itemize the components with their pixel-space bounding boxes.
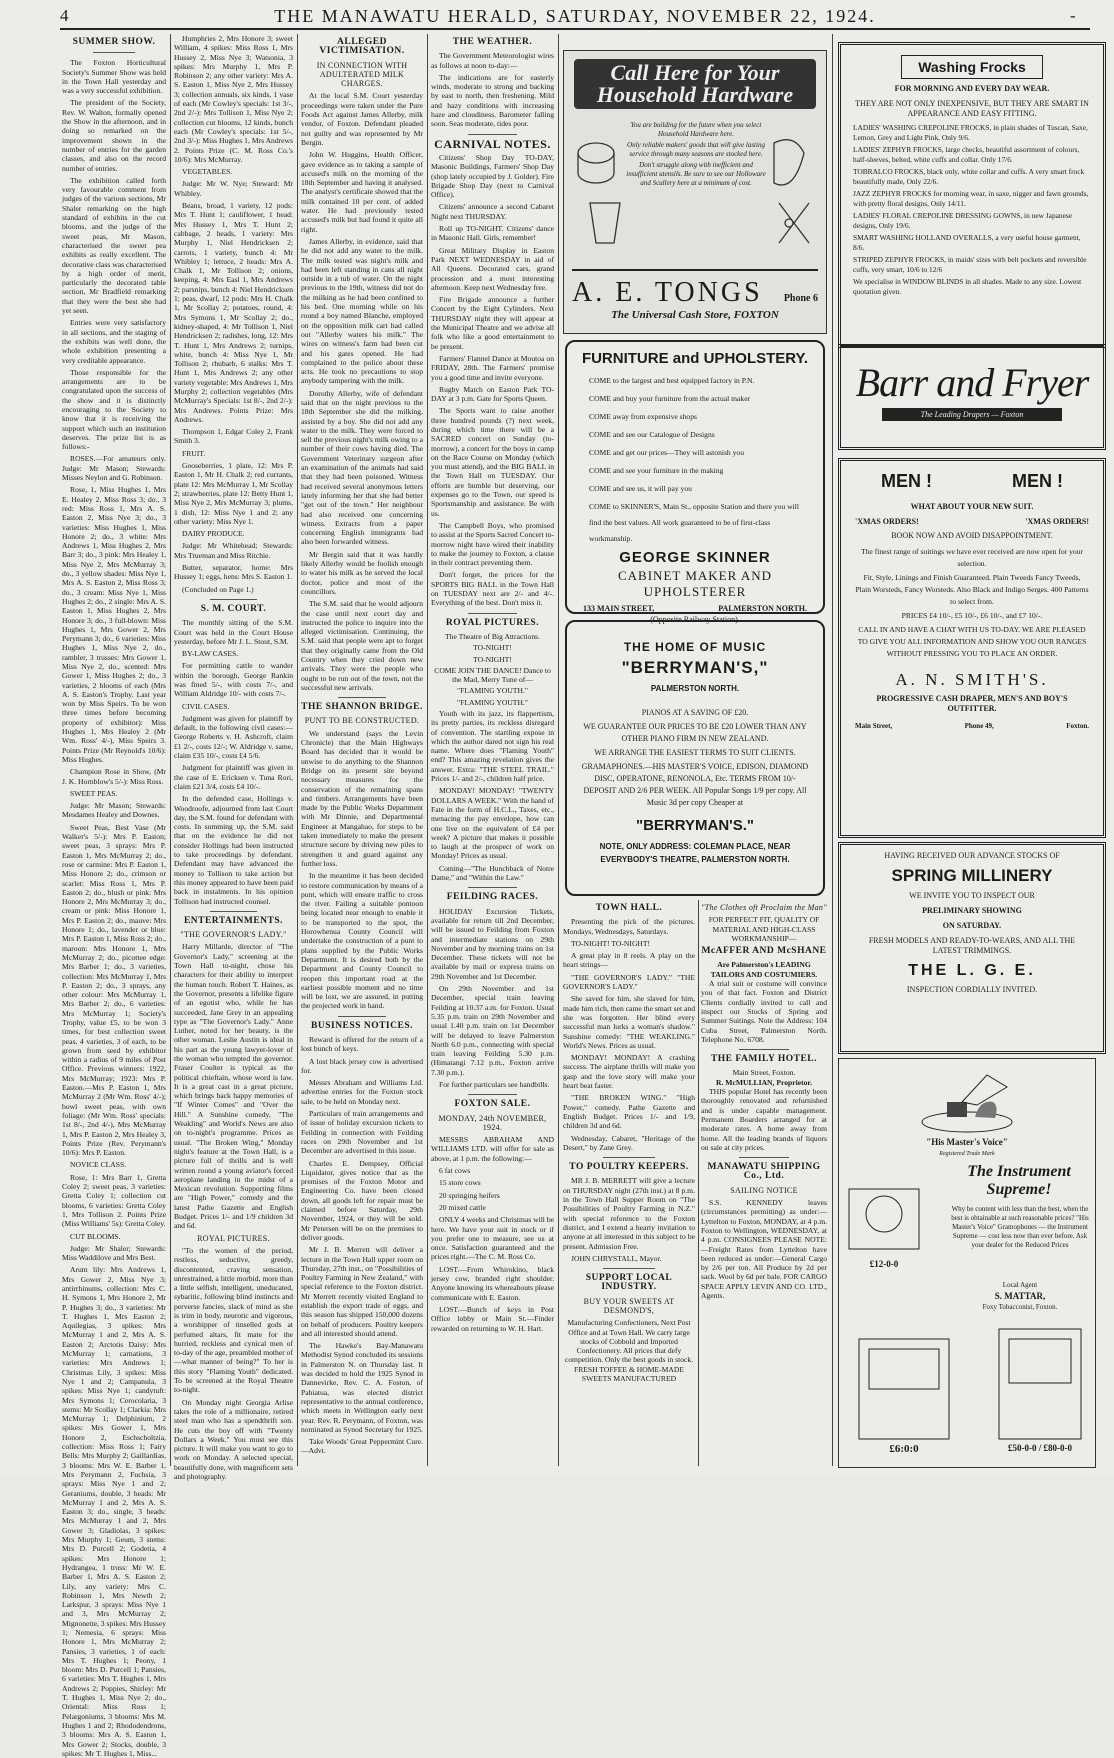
text-line: The finest range of suitings we have ever received are now open for your selection. xyxy=(860,547,1084,568)
text-line: Rugby Match on Easton Park TO-DAY at 3 p.m. Gate for Sports Queen. xyxy=(431,384,554,404)
article-body xyxy=(301,729,423,1011)
store-name: A. E. TONGS xyxy=(572,277,763,308)
text-line: Judge: Mr Whitehead; Stewards: Mrs Trueman and Miss Ritchie. xyxy=(174,541,293,560)
article-subheading: ROYAL PICTURES. xyxy=(197,1233,270,1243)
text-line: SMART WASHING HOLLAND OVERALLS, a very useful house garment, 8/6. xyxy=(853,233,1081,252)
article-heading: FEILDING RACES. xyxy=(446,892,539,903)
text-line: At the local S.M. Court yesterday proceedings were taken under the Pure Foods Act against James Allerby, milk vendor, of Foxton. Defendant pleaded not guilty and was represented by Mr Bergin. xyxy=(301,91,423,147)
article-subheading: "THE GOVERNOR'S LADY." xyxy=(180,930,287,940)
hardware-headline: Call Here for Your Household Hardware xyxy=(574,59,816,109)
men-book: BOOK NOW AND AVOID DISAPPOINTMENT. xyxy=(891,531,1053,540)
music-heading: THE HOME OF MUSIC xyxy=(623,640,767,654)
article-body xyxy=(431,1135,554,1333)
store-tagline: The Universal Cash Store, FOXTON xyxy=(611,309,779,321)
hmv-body: Why be content with less than the best, when the best is obtainable at such reasonable prices? "His Master's Voice" Gramophones — the Instrument Supreme — cost less now than ever before. Ask your dealer for the Reduced Prices xyxy=(951,1205,1089,1249)
text-line: Thompson 1, Edgar Coley 2, Frank Smith 3. xyxy=(174,427,293,446)
xmas-orders xyxy=(855,517,1089,526)
tailor-quote: "The Clothes oft Proclaim the Man" xyxy=(701,903,827,912)
furniture-heading: FURNITURE and UPHOLSTERY. xyxy=(581,350,809,367)
text-line: 6 fat cows xyxy=(439,1166,471,1176)
text-line: Sweet Peas, Best Vase (Mr Walker's 5/-): Mrs P. Easton; sweet peas, 3 sprays: Mrs P. Easton 1, Mrs McMurray 2; do., rose or carmine: Mrs P. Easton 1, Miss Honore 2; do., crimson or scarlet: Miss Ross 1, Mrs P. Easton 2; do., blush or pink: Mrs Honore 2, Mrs McMurray 3; do., cream or pink: Miss Honore 1, Mrs P. Easton 2; do., mauve: Mrs Honore 1; do., lavender or blue: Mrs P. Easton 1, Miss Ross 2; do., maroon: Mrs Honore 1, Mrs McMurray 2; do., picottee edge: Mrs Barber 1; do., 3 varieties, collection: Mrs McMurray 1, Mrs P. Easton 2; do., 3 sprays, any other colour: Mrs McMurray 1, Mrs Barber 2; do., 6 varieties: Mrs McMurray 1; Society's Trophy, value £5, to be won 3 times, for best collection sweet peas, 4 varieties, 3 of each, to be grown from seed by exhibitor within a radius of 9 miles of Post Office. Previous winners: 1922, Mrs McMurray; 1923: Mrs P. Easton.—Mrs P. Easton 1, Mrs McMurray 2 (Mr Wm. Ross' 4/-); bowl sweet peas, with own foliage: (Mr Wm. Ross' specials: 1st 8/-, 2nd 4/-), Mrs McMurray 1, Mrs P. Easton 2, Mrs Healey 3, Points Prize (Rev. Perymann's 10/6): Mrs P. Easton. xyxy=(62,822,167,1158)
text-line: Reward is offered for the return of a lost bunch of keys. xyxy=(301,1034,423,1054)
text-line: Rose, 1, Miss Hughes 1, Mrs E. Healey 2, Miss Ross 3; do., 3 red: Miss Ross 1, Mrs A. S. Easton 2, Miss Nye 3; do., 3 varieties: Miss Hughes 1, Miss Honore 2; do., 3 white: Mrs Andrews 1, Miss Hughes 2, Mrs Barr 3; do., 3 pink: Mrs Healey 1, Miss Nye 2, Mrs McMurray 3; do., 3 yellow shades: Miss Nye 1, Mrs A. S. Easton 2, Miss Ross 3; do., 3 cream: Miss Nye 1, Miss Hughes 2; do., 2 single: Mrs A. S. Easton 1, Miss Hughes 2, Mrs Honore 3; do., 3 full-blown: Miss Hughes 1, Mrs Gower 2, Mrs Perymann 3; do., 6 varieties: Miss Hughes 1, Miss Nye 2, do., rambler, 3 trusses: Mrs Gower 1, Miss Nye 2, do., scented: Mrs Gower 1, Miss Hughes 2; do., 3 varieties, 2 blooms of each (Mrs A. S. Easton's Trophy. Last year won by Miss Speirs. To be won three times before becoming property of exhibitor): Miss Hughes 1, Mrs Healey 2 (Mr Wm. Ross' 4/-), Miss Speirs 3. Points Prize (Mr Reynold's 10/6): Miss Hughes. xyxy=(62,485,166,764)
article-body xyxy=(563,917,695,1152)
xmas-left: 'XMAS ORDERS! xyxy=(855,517,919,526)
text-line: Judgment for plaintiff was given in the case of E. Ericksen v. Tuna Rori, claim £21 3/4, costs £4 10/-. xyxy=(174,763,293,791)
men-heading-left: MEN ! xyxy=(881,471,932,491)
text-line: TO-NIGHT! TO-NIGHT! xyxy=(571,938,651,948)
men-lines xyxy=(855,546,1089,660)
article-heading: CARNIVAL NOTES. xyxy=(434,136,551,151)
text-line: Butter, separator, home: Mrs Hussey 1; eggs, hens: Mrs S. Easton 1. xyxy=(174,563,293,582)
hmv-heading: The Instrument Supreme! xyxy=(967,1163,1071,1198)
text-line: The Government Meteorologist wires as follows at noon to-day:— xyxy=(431,51,554,70)
article-heading: BUSINESS NOTICES. xyxy=(311,1020,413,1031)
divider xyxy=(93,52,135,53)
men-headings xyxy=(841,471,1103,492)
millinery-pre: HAVING RECEIVED OUR ADVANCE STOCKS OF xyxy=(884,851,1060,860)
divider xyxy=(338,697,387,698)
portable-gramophone-icon xyxy=(849,1189,919,1249)
maker-title: CABINET MAKER AND UPHOLSTERER xyxy=(618,568,772,599)
text-line: COME to the largest and best equipped factory in P.N. xyxy=(589,376,755,385)
text-line: For further particulars see handbills. xyxy=(439,1079,550,1089)
hmv-agent-place: Foxy Tobacconist, Foxton. xyxy=(982,1303,1058,1311)
article-body xyxy=(431,51,554,128)
text-line: "THE BROKEN WING." "High Power," comedy. Pathe Gazette and English Budget. Prices 1/- and 1/9, children 3d and 6d. xyxy=(563,1093,695,1131)
text-line: MESSRS ABRAHAM AND WILLIAMS LTD. will offer for sale as above, at 1 p.m. the following:— xyxy=(431,1135,554,1163)
text-line: Entries were very satisfactory in all sections, and the staging of the exhibits was well done, the whole exhibition presenting a very creditable appearance. xyxy=(62,318,166,365)
text-line: Dorothy Allerby, wife of defendant said that on the night previous to the 18th September she did the milking, assisted by a boy. She did not add any water to the milk. They were forced to sell the previous night's milk owing to a number of their cows having died. The Government Veterinary surgeon after an examination of the animals had said that they had been poisoned. Witness had received several anonymous letters lately informing her that she had better "get out of the town." Her neighbour had also received one concerning witness. Extracts from a paper concerning English immigrants had also been forwarded witness. xyxy=(301,388,423,547)
article-body xyxy=(301,1035,423,1456)
text-line: You are building for the future when you select Household Hardware here. xyxy=(630,121,762,138)
article-body xyxy=(563,1176,695,1263)
frocks-sub: FOR MORNING AND EVERY DAY WEAR. xyxy=(894,84,1050,93)
hotel-heading: THE FAMILY HOTEL. xyxy=(710,1054,818,1065)
text-line: Don't forget, the prices for the SPORTS BIG BALL in the Town Hall on TUESDAY next are 2/- and 4/-. Everything of the best. Don't miss it. xyxy=(431,570,554,608)
column-rule xyxy=(832,34,833,1466)
text-line: Judge: Mr Shaler; Stewards: Miss Waddilove and Mrs Best. xyxy=(62,1243,166,1263)
kettle-icon xyxy=(774,140,804,185)
text-line: Rose, 1: Mrs Barr 1, Gretta Coley 2; sweet peas, 3 varieties: Gretta Coley 1; collection cut blooms, 6 varieties: Gretta Coley 1, Mrs Tollison 2. Points Prize (Miss Williams' 5s): Gretta Coley. xyxy=(62,1172,166,1229)
music-store-name: "BERRYMAN'S," xyxy=(621,658,769,677)
text-line: 20 mixed cattle xyxy=(439,1202,486,1212)
article-heading: TOWN HALL. xyxy=(595,903,663,913)
text-line: HOLIDAY Excursion Tickets, available for return till 2nd December, will be issued to Feilding from Foxton and intermediate stations on 29th November and by morning trains on 1st December. These tickets will not be available by mail or express trains on 29th November and 1st December. xyxy=(431,906,554,981)
text-line: The S.M. said that he would adjourn the case until next court day and instructed the police to inquire into the alleged victimisation. Continuing, the S.M. said that people were apt to forget that they originally came from the Old Country when they cried down new arrivals. They were the people who ought to be run out of the town, not the successful new arrivals. xyxy=(301,599,423,692)
text-line: COME and get our prices—They will astonish you xyxy=(589,448,745,457)
text-line: Beans, broad, 1 variety, 12 pods: Mrs T. Hunt 1; cauliflower, 1 head: Mrs Hussey 1, Mrs T. Hunt 2; cabbage, 2 heads, 1 variety: Mrs Murphy 1, Niel Hendricksen 2; carrots, 1 variety, bunch 4: Mr Whibley 1; lettuce, 2 heads: Mrs A. Chalk 1, Mr Tollison 2; onions, keeping, 4: Mrs Easl 1, Mrs Andrews 2; parsnips, bunch 4: Niel Hendricksen 1; peas, dwarf, 12 pods: Mrs H. Chalk 1, Mr Scollay 2; potatoes, round, 4: Mrs Symons 1, Mr Scollay 2; do., kidney-shaped, 4: Mr Tollison 1, Niel Hendricksen 2; radishes, long, 12: Mrs T. Hunt 1, Mrs Andrews 2; turnips, white, bunch 4: Miss Nye 1, Mr Tollison 2; rhubarb, 6 stalks: Mrs T. Hunt 1, Mrs Andrews 2; any other variety vegetable: Mrs Andrews 1, Mrs Murphy 2; collection vegetables (Mrs McMurray's Specials: 1st 8/-, 2nd 2/-): Mrs Andrews. Points Prize: Mrs Andrews. xyxy=(174,201,293,424)
text-line: VEGETABLES. xyxy=(182,167,233,177)
text-line: LOST.—From Whirokino, black jersey cow, branded right shoulder. Anyone knowing its whereabouts please communicate with E. Easton. xyxy=(431,1264,554,1302)
masthead xyxy=(60,4,1090,30)
frocks-ad xyxy=(838,42,1106,348)
text-line: 20 springing heifers xyxy=(439,1190,500,1200)
divider xyxy=(468,1094,517,1095)
text-line: COME and see your furniture in the making xyxy=(589,466,724,475)
text-line: The Campbell Boys, who promised to assist at the Sports Sacred Concert to-morrow night have wired their inability to make the journey to Foxton, a clause in their contract preventing them. xyxy=(431,520,554,568)
text-line: Citizens' announce a second Cabaret Night next THURSDAY. xyxy=(431,202,554,221)
divider xyxy=(468,887,517,888)
furniture-ad xyxy=(565,340,825,624)
text-line: For permitting cattle to wander within the borough, George Rankin was fined 5/-, with costs 7/-, and William Aldridge 10/- with costs 7/-. xyxy=(174,661,293,699)
article-body xyxy=(174,1246,293,1481)
text-line: Don't struggle along with inefficient and insufficient utensils. Be sure to see our Holloware and Scullery here at a minimum of cost. xyxy=(626,161,766,187)
frocks-intro: THEY ARE NOT ONLY INEXPENSIVE, BUT THEY ARE SMART IN APPEARANCE AND EASY FITTING. xyxy=(855,99,1089,118)
article-body xyxy=(174,942,293,1230)
text-line: Mr J. B. Merrett will deliver a lecture in the Town Hall upper room on Thursday, 27th inst., on "Possibilities of Poultry Farming in New Zealand," with special reference to the Foxton district. Mr Merrett recently visited England to establish the export trade of eggs, and this season has shipped 150,000 dozens on behalf of producers. Poultry keepers and all interested should attend. xyxy=(301,1245,423,1338)
divider xyxy=(739,1157,789,1158)
millinery-l2: PRELIMINARY SHOWING xyxy=(922,906,1022,915)
text-line: On Monday night Georgia Arlise takes the role of a millionaire, retired steel man who has a spendthrift son. He cuts the boy off with "Twenty Dollars a Week." You must see this picture. It will make you want to go to work on Monday. A selected special, beautifully done, with magnificent sets and photography. xyxy=(174,1397,293,1482)
sale-date: MONDAY, 24th NOVEMBER, 1924. xyxy=(438,1113,547,1132)
text-line: NOVICE CLASS. xyxy=(70,1160,127,1170)
text-line: Judgment was given for plaintiff by default, in the following civil cases:—George Roberts v. H. Ashcroft, claim £1 2/-, costs 12/-; W. Aldridge v. same, claim £35 10/-, costs £4 5/6. xyxy=(174,713,293,761)
hmv-reg: Registered Trade Mark xyxy=(939,1151,995,1157)
text-line: Roll up TO-NIGHT. Citizens' dance in Masonic Hall. Girls, remember! xyxy=(431,224,554,243)
divider xyxy=(468,613,517,614)
furniture-lines xyxy=(589,373,811,547)
millinery-ad xyxy=(838,842,1106,1054)
text-line: Mr Bergin said that it was hardly likely Allerby would be foolish enough to water his milk as he served the local doctor, police and most of the councillors. xyxy=(301,549,423,596)
article-body xyxy=(563,1318,695,1383)
text-line: LADIES' FLORAL CREPOLINE DRESSING GOWNS, in new Japanese designs, Only 19/6. xyxy=(853,211,1073,230)
text-line: MONDAY! MONDAY! A crashing success. The airplane thrills will make you gasp and the love story will make your heart beat faster. xyxy=(563,1053,695,1091)
article-heading: ALLEGED VICTIMISATION. xyxy=(319,37,405,57)
address-town: PALMERSTON NORTH. xyxy=(718,604,807,613)
barr-fryer-logo xyxy=(838,344,1106,450)
text-line: "FLAMING YOUTH." xyxy=(457,697,528,707)
music-ad xyxy=(565,620,825,896)
text-line: TOBRALCO FROCKS, black only, white collar and cuffs. A very smart frock beautifully made, Only 22/6. xyxy=(853,167,1085,186)
text-line: Youth with its jazz, its flappertism, its pretty parties, its reckless disregard of convention. The startling expose in which the author dared not sign his real name. Where does "Flaming Youth" end? This amazing revelation gives the answer. Extra: "THE STEEL TRAIL." Prices 1/- and 2/-, children half price. xyxy=(431,709,554,784)
text-line: TO-NIGHT! xyxy=(473,643,512,653)
text-line: The monthly sitting of the S.M. Court was held in the Court House yesterday, before Mr J. L. Stout, S.M. xyxy=(174,618,293,646)
logo-tagline: The Leading Drapers — Foxton xyxy=(882,408,1062,421)
page-number: 4 xyxy=(60,6,69,25)
divider xyxy=(603,1157,656,1158)
text-line: "To the women of the period, restless, seductive, greedy, discontented, craving sensation, unrestrained, a little morbid, more than a little selfish, intelligent, uneducated, sybaritic, following blind instincts and perverse fancies, slack of mind as she is trim in body, neurotic and vigorous, a worshipper of tinselled gods at perfumed altars, fit mate for the hurried, reckless and cynical men of to-day of the age, preambled mother of—what manner of being?" To her is this story "Flaming Youth" dedicated. To be screened at the Royal Theatre to-night. xyxy=(174,1245,293,1395)
men-footer xyxy=(855,722,1089,730)
text-line: STRIPED ZEPHYR FROCKS, in maids' sizes with belt pockets and reversible cuffs, very smart, 10/6 to 12/6 xyxy=(853,255,1087,274)
tailor-intro: FOR PERFECT FIT, QUALITY OF MATERIAL AND HIGH-CLASS WORKMANSHIP— xyxy=(708,915,820,943)
column-rule xyxy=(170,34,171,1466)
text-line: Manufacturing Confectioners, Next Post Office and at Town Hall. We carry large stocks of Cobbold and Imported Confectionery. All prices that defy competition. Only the best goods in stock. FRESH TOFFEE & HOME-MADE SWEETS MANUFACTURED xyxy=(564,1318,694,1384)
pot-icon xyxy=(578,143,614,163)
text-line: DAIRY PRODUCE. xyxy=(182,529,245,539)
utensils-icon xyxy=(779,203,809,243)
article-heading: ROYAL PICTURES. xyxy=(445,617,540,628)
text-line: In the defended case, Hollings v. Woodroofe, adjourned from last Court day, the S.M. found for defendant with costs. In summing up, the S.M. said that on the evidence he did not consider Hollings had been instructed to take proceedings by defendant. Defendant may have advanced the money to Tollison to take action but this money appeared to have been paid back in instalments. In his opinion Tollison had instructed counsel. xyxy=(174,794,293,906)
text-line: MR J. B. MERRETT will give a lecture on THURSDAY night (27th inst.) at 8 p.m. in the Town Hall Supper Room on "The Possibilities of Poultry Farming in N.Z." with special reference to the Foxton district, and I extend a hearty invitation to anyone at all interested in this subject to be present. Admission Free. xyxy=(563,1176,695,1251)
divider xyxy=(739,1049,789,1050)
hardware-copy xyxy=(626,121,766,190)
text-line: Arum lily: Mrs Andrews 1, Mrs Gower 2, Miss Nye 3; antirrhinums, collection: Mrs C. H. Symons 1, Mrs Honore 2, Mr P. Hughes 3; do., 3 varieties: Mr T. Hughes 1, Mrs Easton 2; Aquilegias, 3 spikes: Mrs McMurray 1 and 2, Mrs A. S. Easton 2; Arctotis Daisy: Mrs McMurray 1; carnations, 3 varieties: Mrs Andrews 1; Christmas Lily, 3 spikes: Miss Nye 1 and 2; Campanula, 3 spikes: Miss Nye 1; candytuft: Mrs Symons 1; Cerocolaria, 3 stems: Mr Scollay 1; Clarkia: Mrs McMurray 1; Delphinium, 2 spikes: Mrs Gower 1, Mrs Honore 2, Eschscholtzia, collection: Miss Ross 1; Fairy Bells: Mrs Murphy 2; Gaillardias, 3 blooms: Mrs W. E. Barber 1, Mrs Perymann 2, Fuchsia, 3 sprays: Miss Nye 1 and 2; Geraniums, double, 3 heads: Mr McMurray 1 and 2, Mrs A. S. Easton 3; do., single, 3 heads: Mrs McMurray 1 and 2, Mrs Gower 3; Gladiolas, 3 spikes: Mrs Murphy 1; Geum, 3 stems: Mrs D. Purcell 2; Godetia, 4 spikes: Mrs Honore 1; Hydrangea, 1 truss: Mr W. E. Barber 1, Mrs A. S. Easton 2; Lily, any variety: Mrs C. Robinson 1, Mrs Newth 2; Larkspur, 3 sprays: Miss Nye 1 and 3, Mrs McMurray 2; Mignonette, 3 spikes: Mrs Hussey 1; Nemesia, 6 sprays: Miss Honore 1, Mrs McMurray 2; Pansies, 3 varieties, 1 of each: Mrs T. Hughes 1; Peony, 1 bloom: Mrs D. Purcell 1; Pansies, 6 varieties: Mrs T. Hughes 1, Mrs Andrews 2; Poppies, Shirley: Mr T. Hughes 1, Miss Nye 2; do., Oriental: Miss Ross 1; Pelargoniums, 3 blooms: Mrs M. Hughes 1 and 2; Rhododendrons, 3 blooms: Mrs A. S. Easton 1, Mrs Gower 2; Stocks, double, 3 spikes: Mr T. Hughes 1, Miss... xyxy=(62,1265,166,1758)
text-line: She saved for him, she slaved for him, made him rich, then came the smart set and she was forgotten. Her blind every successful man lurks a woman's shadow." Sunshine comedy: "THE WEAKLING." World's News. Prices as usual. xyxy=(563,994,695,1050)
text-line: COME to SKINNER'S, Main St., opposite Station and there you will find the best values. All work guaranteed to be of first-class workmanship. xyxy=(589,502,799,543)
text-line: TO-NIGHT! xyxy=(473,654,512,664)
text-line: PIANOS AT A SAVING OF £20. xyxy=(641,708,749,717)
text-line: We understand (says the Levin Chronicle) that the Main Highways Board has decided that it would be unwise to do anything to the Shannon Bridge on its present site beyond necessary measures for the conservation of the remaining spans and timbers. Arrangements have been made by the Public Works Department with Mr Dinnie, and Departmental Engineer at Mangahao, for steps to be taken immediately to make the present structure secure by driving new piles to strengthen it and guard against any further loss. xyxy=(301,728,423,868)
article-heading: THE WEATHER. xyxy=(452,37,533,47)
men-store-name: A. N. SMITH'S. xyxy=(895,670,1049,689)
text-line: James Allerby, in evidence, said that he did not add any water to the milk. The milk tested was night's milk and had been left standing in cans all night outside in a tub of water. On the night previous to the 19th, witness did not do the milking as he had been confined to his bed. One morning while on his round a boy named Blanche, employed on the opposition milk cart had called out "Allerby waters his milk." The wires on witness's farm had been cut and his gates opened. He had complained to the police about these acts. He took no precautions to stop anybody tampering with the milk. xyxy=(301,236,423,386)
logo-name: Barr and Fryer xyxy=(855,360,1089,405)
column-rule xyxy=(427,34,428,1466)
text-line: Judge: Mr W. Nye; Steward: Mr Whibley. xyxy=(174,179,293,198)
men-heading-right: MEN ! xyxy=(1012,471,1063,491)
divider xyxy=(210,911,258,912)
column-two xyxy=(174,34,293,1482)
article-subheading: BUY YOUR SWEETS AT DESMOND'S, xyxy=(583,1296,675,1315)
article-body xyxy=(174,618,293,906)
column-summer-show xyxy=(62,34,167,1758)
gramophone-dog-icon xyxy=(917,1067,1017,1137)
men-ad xyxy=(838,458,1106,838)
article-body xyxy=(62,58,166,1758)
millinery-store: THE L. G. E. xyxy=(908,962,1036,979)
xmas-right: 'XMAS ORDERS! xyxy=(1025,517,1089,526)
article-body xyxy=(174,34,293,594)
text-line: The Theatre of Big Attractions. xyxy=(445,631,540,641)
music-place: PALMERSTON NORTH. xyxy=(650,684,740,693)
millinery-heading: SPRING MILLINERY xyxy=(891,866,1053,885)
hotel-proprietor: R. McMULLIAN, Proprietor. xyxy=(716,1077,812,1087)
men-store-desc: PROGRESSIVE CASH DRAPER, MEN'S AND BOY'S OUTFITTER. xyxy=(876,694,1068,713)
shipping-heading: MANAWATU SHIPPING Co., Ltd. xyxy=(707,1162,821,1182)
divider xyxy=(468,134,517,135)
text-line: Gooseberries, 1 plate, 12: Mrs P. Easton 1, Mr H. Chalk 2; red currants, plate 12: Mrs McMurray 1, Mr Scollay 2; strawberries, plate 12: Betty Hunt 1, Miss Nye 2, Mrs McMurray 3; plums, 1 dish, 12: Miss Nye 1 and 2; any other variety: Miss Nye 1. xyxy=(174,461,293,526)
text-line: Farmers' Flannel Dance at Moutoa on FRIDAY, 28th. The Farmers' promise you a good time and invite everyone. xyxy=(431,353,554,382)
text-line: Coming—"The Hunchback of Notre Dame," and "Within the Law." xyxy=(431,863,554,883)
text-line: MONDAY! MONDAY! "TWENTY DOLLARS A WEEK." With the hand of Fate in the form of H.C.L., Taxes, etc., menacing the pay envelope, how can one live on the equivalent of £4 per week? A picture that makes it possible to laugh at the prospect of work on Monday! Prices as usual. xyxy=(431,786,554,861)
text-line: LADIES' ZEPHYR FROCKS, large checks, beautiful assortment of colours, half-sleeves, belted, white cuffs and collar. Only 17/6. xyxy=(853,145,1080,164)
tailor-body: A trial suit or costume will convince you of that fact. Foxton and District Clients cordially invited to call and inspect our Stocks of Spring and Summer Suitings. Note the Address: 104 Cuba Street, Palmerston North. Telephone No. 6708. xyxy=(701,979,827,1044)
text-line: LADIES' WASHING CREPOLINE FROCKS, in plain shades of Tuscan, Saxe, Lemon, Grey and Light Pink. Only 9/6. xyxy=(853,123,1088,142)
millinery-l1: WE INVITE YOU TO INSPECT OUR xyxy=(909,891,1035,900)
text-line: Particulars of train arrangements and of issue of holiday excursion tickets to Feilding in connection with Feilding races on 29th November and 1st December are advertised in this issue. xyxy=(301,1109,423,1156)
maker-address xyxy=(583,604,807,613)
text-line: The exhibition called forth very favourable comment from judges of the various sections, Mr Shaler remarking on the high standard of exhibits in the cut blooms, and the judge of the sweet peas, Mr Mason, characterised the sweet pea exhibits as really excellent. The decorative class was characterised by a high order of merit, particularly the decorated table section, Mr Bradfield remarking that they were the best she had yet seen. xyxy=(62,175,166,316)
music-footer: NOTE, ONLY ADDRESS: COLEMAN PLACE, NEAR EVERYBODY'S THEATRE, PALMERSTON NORTH. xyxy=(599,842,791,864)
men-footer-phone: Phone 49, xyxy=(964,722,994,730)
text-line: Champion Rose in Show, (Mr J. K. Hornblow's 5/-): Miss Ross. xyxy=(62,767,166,786)
address-note: (Opposite Railway Station). xyxy=(650,615,740,624)
article-heading: FOXTON SALE. xyxy=(454,1099,531,1110)
men-footer-town: Foxton. xyxy=(1066,722,1089,730)
divider xyxy=(603,1268,656,1269)
text-line: The president of the Society, Rev. W. Walton, formally opened the Show in the afternoon, and in doing so remarked on the improvement shown in the number of entries for the garden classes, and also on the record number of entries. xyxy=(62,98,166,173)
article-heading: SUMMER SHOW. xyxy=(72,37,156,47)
article-heading: SUPPORT LOCAL INDUSTRY. xyxy=(585,1273,673,1293)
text-line: ONLY 4 weeks and Christmas will be here. We have your suit in stock or if you prefer one to measure, see us at once. Satisfaction guaranteed and the prices right.—The C. M. Ross Co. xyxy=(431,1215,554,1262)
column-rule xyxy=(558,34,559,1466)
text-line: Those responsible for the arrangements are to be congratulated upon the success of the show and it is distinctly encouraging to the Society to know that it is receiving the support which such an institution deserves. The prize list is as follows:- xyxy=(62,367,166,452)
hardware-footer xyxy=(572,269,818,309)
shipping-body: S.S. KENNEDY leaves (circumstances permitting) as under:—Lyttelton to Foxton, MONDAY, at 4 p.m. Foxton to Wellington, WEDNESDAY, at 4 p.m. CONSIGNEES PLEASE NOTE:—Freight Rates from Lyttelton have been reduced as under:—General Cargo by 2/6 per ton. All Produce by 2d per sack. Wool by 6d per bale. FOR CARGO SPACE APPLY LEVIN AND CO. LTD., Agents. xyxy=(701,1198,827,1300)
column-rule xyxy=(297,34,298,1466)
millinery-foot: INSPECTION CORDIALLY INVITED. xyxy=(906,985,1038,994)
divider xyxy=(210,599,258,600)
frocks-heading: Washing Frocks xyxy=(901,55,1043,79)
text-line: WE ARRANGE THE EASIEST TERMS TO SUIT CLIENTS. xyxy=(594,748,796,757)
shipping-sub: SAILING NOTICE xyxy=(730,1185,798,1195)
text-line: Charles E. Dempsey, Official Liquidator, gives notice that as the premises of the Foxton Motor and Engineering Co. have been closed down, all goods left for repair must be claimed before Saturday, 29th November, 1924, or they will be sold. Mr Petersen will be on the premises to deliver goods. xyxy=(301,1158,423,1242)
text-line: Fit, Style, Linings and Finish Guaranteed. Plain Tweeds Fancy Tweeds, Plain Worsteds, Fancy Worsteds. Also Black and Indigo Serges. 400 Patterns to select from. xyxy=(855,573,1089,606)
text-line: BY-LAW CASES. xyxy=(182,649,239,659)
text-line: The Hawke's Bay-Manawatu Methodist Synod concluded its sessions in Palmerston N. on Thursday last. It was decided to hold the 1925 Synod in Dannevirke, Rev. C. A. Foston, of Pahiatua, was elected district representative to the annual conference, which meets in Wellington early next year. Rev. R. Perymann, of Foxton, was nominated as Synod Secretary for 1925. xyxy=(301,1341,423,1434)
townhall-column xyxy=(563,900,699,1466)
hotel-body: THIS popular Hotel has recently been thoroughly renovated and refurnished and is under capable management. Permanent Boarders arranged for at moderate rates. A home away from home. All the leading brands of liquors on sale at city prices. xyxy=(701,1087,827,1152)
text-line: WE GUARANTEE OUR PRICES TO BE £20 LOWER THAN ANY OTHER PIANO FIRM IN NEW ZEALAND. xyxy=(583,722,807,743)
text-line: SWEET PEAS. xyxy=(70,788,118,798)
text-line: John W. Huggins, Health Officer, gave evidence as to taking a sample of accused's milk on the morning of the 18th September and having it analysed. The analyst's certificate showed that the milk contained 10 per cent. of added water. He had previously tested accused's milk but had found it quite all right. xyxy=(301,150,423,234)
text-line: (Concluded on Page 1.) xyxy=(182,584,254,594)
tailors-column xyxy=(701,900,827,1466)
gramophone-illustrations xyxy=(839,1159,1095,1459)
text-line: Wednesday, Cabaret, "Heritage of the Desert," by Zane Grey. xyxy=(563,1133,695,1152)
text-line: Great Military Display in Easton Park NEXT WEDNESDAY in aid of All Queens. Decorated cars, grand procession and a most interesting afternoon. Keep next Wednesday free. xyxy=(431,245,554,292)
text-line: A lost black jersey cow is advertised for. xyxy=(301,1056,423,1075)
article-body xyxy=(301,91,423,692)
text-line: LOST.—Bunch of keys in Post Office lobby or Main St.—Finder rewarded on returning to W. H. Hart. xyxy=(431,1304,554,1333)
divider xyxy=(338,1016,387,1017)
text-line: JAZZ ZEPHYR FROCKS for morning wear, in saxe, nigger and fawn grounds, with pretty floral designs, Only 14/11. xyxy=(853,189,1089,208)
address-street: 133 MAIN STREET, xyxy=(583,604,655,613)
text-line: CALL IN AND HAVE A CHAT WITH US TO-DAY. WE ARE PLEASED TO GIVE YOU ALL INFORMATION AND SHOW YOU OUR RANGES WITHOUT PRESSING YOU TO PLACE AN ORDER. xyxy=(857,625,1087,658)
text-line: Fire Brigade announce a further Concert by the Eight Cylinders. Next THURSDAY night they will appear at the Municipal Theatre and we advise all folk who like a good entertainment to be present. xyxy=(431,295,554,351)
text-line: "FLAMING YOUTH." xyxy=(457,686,528,696)
article-subheading: IN CONNECTION WITH ADULTERATED MILK CHARGES. xyxy=(316,60,408,89)
music-store-name-2: "BERRYMAN'S." xyxy=(635,817,755,834)
article-heading: S. M. COURT. xyxy=(200,603,267,614)
text-line: COME and buy your furniture from the actual maker xyxy=(589,394,751,403)
article-body xyxy=(431,907,554,1090)
newspaper-title: THE MANAWATU HERALD, SATURDAY, NOVEMBER 22, 1924. xyxy=(274,5,876,26)
text-line: Citizens' Shop Day TO-DAY, Masonic Buildings, Farmers' Shop Day (shop lately occupied by J. Golder). Fire Brigade Shop Day (next to Carnival Office). xyxy=(431,152,554,200)
article-subheading: PUNT TO BE CONSTRUCTED. xyxy=(304,716,420,726)
text-line: JOHN CHRYSTALL, Mayor. xyxy=(571,1253,662,1263)
men-question: WHAT ABOUT YOUR NEW SUIT. xyxy=(910,502,1034,511)
hotel-address: Main Street, Foxton. xyxy=(732,1068,796,1078)
text-line: COME JOIN THE DANCE! Dance to the Mad, Merry Tune of— xyxy=(434,665,551,685)
hmv-ad xyxy=(838,1058,1096,1468)
hardware-ad xyxy=(563,50,827,334)
music-lines xyxy=(577,707,813,809)
article-body xyxy=(431,153,554,608)
text-line: COME and see our Catalogue of Designs xyxy=(589,430,715,439)
hmv-price-2: £6:0:0 xyxy=(889,1443,919,1455)
tailor-desc: Are Palmerston's LEADING TAILORS AND COSTUMIERS. xyxy=(710,960,818,979)
text-line: Only reliable makers' goods that will give lasting service through many seasons are stocked here. xyxy=(627,141,765,158)
millinery-l3: ON SATURDAY. xyxy=(942,921,1002,930)
article-heading: TO POULTRY KEEPERS. xyxy=(569,1162,689,1173)
maker-name: GEORGE SKINNER xyxy=(619,549,771,566)
men-footer-street: Main Street, xyxy=(855,722,893,730)
text-line: The Sports want to raise another three hundred pounds (?) next week, during which time there will be a SACRED concert on Sunday (to-morrow), a concert for the boys in camp on the Race Course on Monday (which you must attend), and the BIG BALL in the Town Hall on TUESDAY. Our efforts are humble but deserving, our expenses go to the Town, our speed is Sportsmanship and assistance. Be with us. xyxy=(431,406,554,518)
column-four xyxy=(431,34,554,1466)
article-heading: ENTERTAINMENTS. xyxy=(183,915,284,926)
masthead-marker: - xyxy=(1070,6,1076,25)
hmv-brand: "His Master's Voice" xyxy=(926,1137,1008,1147)
text-line: Presenting the pick of the pictures. Mondays, Wednesdays, Saturdays. xyxy=(563,917,695,936)
text-line: The indications are for easterly winds, moderate to strong and backing by east to north, then freshening. Mild and hazy conditions with increasing haze and cloudiness. Barometer falling soon. Seas moderate, tides poor. xyxy=(431,72,554,129)
text-line: GRAMAPHONES.—HIS MASTER'S VOICE, EDISON, DIAMOND DISC, OPERATONE, RENONOLA, Etc. TERMS FROM 10/- DEPOSIT AND 2/6 PER WEEK. All Popular Songs 1/9 per copy. All Music 3d per copy Cheaper at xyxy=(581,762,809,807)
text-line: COME and see us, it will pay you xyxy=(589,484,692,493)
text-line: CIVIL CASES. xyxy=(182,701,230,711)
text-line: PRICES £4 10/-, £5 10/-, £6 10/-, and £7 10/-. xyxy=(901,611,1043,620)
text-line: COME away from expensive shops xyxy=(589,412,697,421)
text-line: "THE GOVERNOR'S LADY." "THE GOVERNOR'S LADY." xyxy=(563,972,695,992)
frocks-items xyxy=(853,123,1091,297)
text-line: A great play in 8 reels. A play on the heart strings— xyxy=(563,951,695,970)
text-line: ROSES.—For amateurs only. Judge: Mr Mason; Stewards: Misses Neylon and G. Robinson. xyxy=(62,454,166,483)
text-line: CUT BLOOMS. xyxy=(70,1231,121,1241)
text-line: 15 store cows xyxy=(439,1178,481,1188)
article-heading: THE SHANNON BRIDGE. xyxy=(301,702,423,713)
cabinet-gramophone-icon-2 xyxy=(999,1329,1081,1439)
text-line: On 29th November and 1st December, special train leaving Feilding at 10.37 a.m. for Foxton. Usual 5.35 p.m. train on 29th November and usual 1.40 p.m. train on 1st December will be delayed to leave Palmerston North 6.0 p.m., connecting with special train leaving Feilding 5.30 p.m. (Himatangi 7.12 p.m., Foxton arrive 7.30 p.m.). xyxy=(431,984,554,1077)
hmv-agent-label: Local Agent xyxy=(1002,1281,1038,1289)
tailor-name: McAFFER AND McSHANE xyxy=(701,946,827,957)
hmv-price-3: £50-0-0 / £80-0-0 xyxy=(1008,1443,1072,1453)
text-line: Take Woods' Great Peppermint Cure.—Advt. xyxy=(301,1437,423,1456)
text-line: Humphries 2, Mrs Honore 3; sweet William, 4 spikes: Miss Ross 1, Mrs Hussey 2, Miss Nye 3; Watsonia, 3 spikes: Mrs Murphy 1, Mrs P. Robinson 2; any other variety: Mrs A. S. Easton 1, Miss Nye 2, Mrs Hussey 3; collection annuals, six kinds, 1 vase of each (Mr Cowley's specials: 1st 3/-, 2nd 2/-): Mrs Tollison 1, Miss Nye 2; collection cut blooms, 12 kinds, bunch each (Mr Cowley's specials: 1st 5/-, 2nd 3/-): Miss Hughes 1, Mrs Andrews 2. Points Prize (C. M. Ross Co.'s 10/6): Mrs McMurray. xyxy=(174,34,293,164)
hmv-price-1: £12-0-0 xyxy=(869,1259,899,1269)
text-line: In the meantime it has been decided to restore communication by means of a punt, which will ensure traffic to cross the river. Failing a suitable pontoon being located near enough to enable it to be transported to the spot, the Horowhenua County Council will undertake the construction of a punt to plans supplied by the Public Works Department. It is desired both by the Department and County Council to reopen this important road at the earliest possible moment and no time will be lost, we are assured, in putting the projected work in hand. xyxy=(301,871,423,1011)
millinery-l4: FRESH MODELS AND READY-TO-WEARS, AND ALL THE LATEST TRIMMINGS. xyxy=(868,936,1076,955)
text-line: Judge: Mr Mason; Stewards: Mesdames Healey and Downes. xyxy=(62,801,166,820)
royal-lines xyxy=(431,632,554,707)
text-line: FRUIT. xyxy=(182,448,206,458)
hmv-agent: S. MATTAR, xyxy=(994,1291,1046,1301)
store-phone: Phone 6 xyxy=(783,293,818,304)
text-line: We specialise in WINDOW BLINDS in all shades. Made to any size. Lowest quotation given. xyxy=(853,277,1082,296)
text-line: Harry Millarde, director of "The Governor's Lady," screening at the Town Hall to-night, chose his characters for their ability to interpret the human touch. Robert T. Haines, as the Governor, presents a lifelike figure of an egotist who, while he has succeeded, Jane Grey in an appealing type as "The Governor's Lady." Anne Luther, noted for her beauty, is the other woman. Leslie Austin is ideal in his part as the young lawyer-lover of the woman who tempted the governor. Fraser Coulter is typical as the political chieftain, whose word is law. It is a great cast in a great picture, which brings back happy memories of "If Winter Comes" and "Over the Hill." A Sunshine comedy, "The Weakling" and World's News are also on to-night's programme. Prices as usual. "The Broken Wing," Monday night's feature at the Town Hall, is a picture full of thrills and is well written round a young aviator's forced aeroplane landing in the midst of a Mexican revolution. Supporting films are "High Power," comedy and the latest Pathe Gazette and English Budget. Prices 1/- and 1/9 children 3d and 6d. xyxy=(174,942,293,1231)
text-line: Messrs Abraham and Williams Ltd. advertise entries for the Foxton stock sale, to be held on Monday next. xyxy=(301,1078,423,1106)
article-body xyxy=(431,709,554,882)
bucket-icon xyxy=(590,203,620,243)
column-three xyxy=(301,34,423,1466)
text-line: The Foxton Horticultural Society's Summer Show was held in the Town Hall yesterday and was a very successful exhibition. xyxy=(62,58,166,96)
